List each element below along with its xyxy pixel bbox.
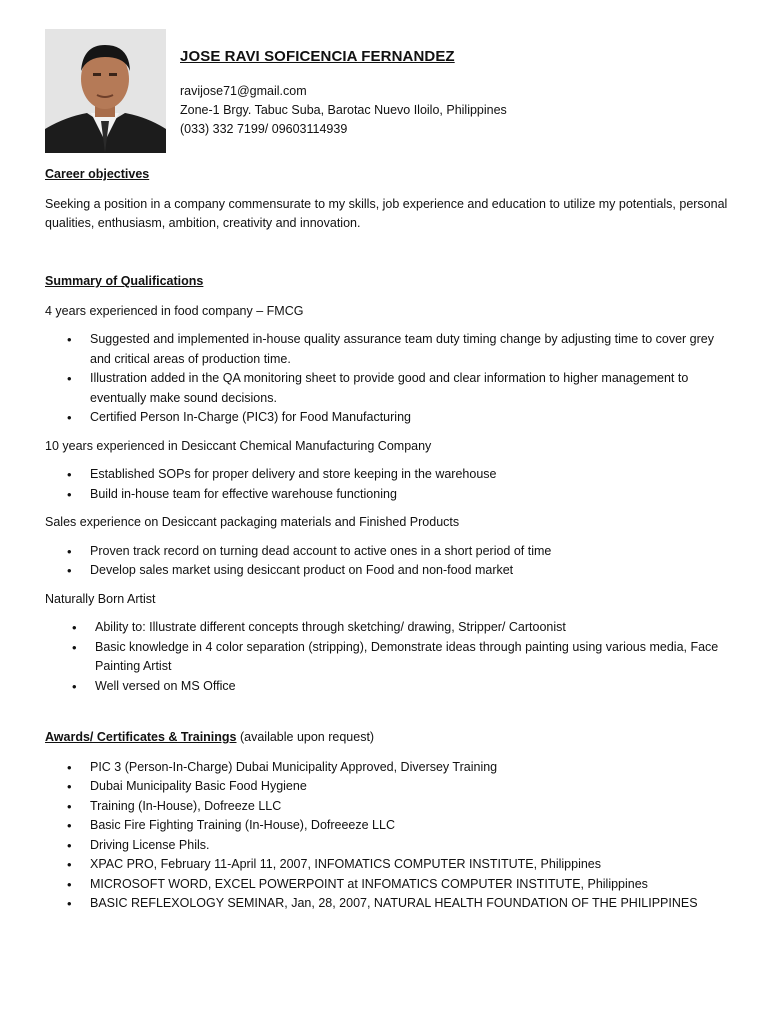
qualifications-heading: Summary of Qualifications [45,274,204,288]
qualifications-section [45,272,735,696]
list-item: • Develop sales market using desiccant product on Food and non-food market [45,561,735,581]
awards-section [45,728,735,914]
awards-list [45,758,735,914]
award-item: • Basic Fire Fighting Training (In-House), Dofreeeze LLC [45,816,735,836]
group-list [45,330,735,428]
group-title: 4 years experienced in food company – FMCG [45,303,304,318]
group-list [45,465,735,504]
career-heading: Career objectives [45,167,150,181]
list-item: • Well versed on MS Office [45,677,735,697]
candidate-name: JOSE RAVI SOFICENCIA FERNANDEZ [180,48,455,65]
group-list [45,618,735,696]
list-item: • Basic knowledge in 4 color separation (stripping), Demonstrate ideas through painting using various media, Face Painting Artist [45,638,735,677]
group-title: 10 years experienced in Desiccant Chemical Manufacturing Company [45,438,432,453]
award-item: • PIC 3 (Person-In-Charge) Dubai Municipality Approved, Diversey Training [45,758,735,778]
award-item: • Training (In-House), Dofreeze LLC [45,797,735,817]
list-item: • Build in-house team for effective warehouse functioning [45,485,735,505]
award-item: • Dubai Municipality Basic Food Hygiene [45,777,735,797]
group-title: Naturally Born Artist [45,591,156,606]
list-item: • Proven track record on turning dead account to active ones in a short period of time [45,542,735,562]
list-item: • Ability to: Illustrate different concepts through sketching/ drawing, Stripper/ Cartoonist [45,618,735,638]
profile-photo [45,29,166,153]
awards-note: (available upon request) [236,730,375,744]
career-section [45,165,735,234]
group-title: Sales experience on Desiccant packaging materials and Finished Products [45,515,460,529]
address: Zone-1 Brgy. Tabuc Suba, Barotac Nuevo Iloilo, Philippines [180,103,507,117]
list-item: • Illustration added in the QA monitoring sheet to provide good and clear information to higher management to eventually make sound decisions. [45,369,735,408]
awards-heading-line [45,728,735,748]
list-item: • Suggested and implemented in-house quality assurance team duty timing change by adjusting time to cover grey and critical areas of production time. [45,330,735,369]
award-item: • BASIC REFLEXOLOGY SEMINAR, Jan, 28, 2007, NATURAL HEALTH FOUNDATION OF THE PHILIPPINES [45,894,735,914]
phone: (033) 332 7199/ 09603114939 [180,122,348,136]
contact-info [180,82,507,139]
award-item: • Driving License Phils. [45,836,735,856]
list-item: • Certified Person In-Charge (PIC3) for Food Manufacturing [45,408,735,428]
group-list [45,542,735,581]
awards-heading: Awards/ Certificates & Trainings [45,730,237,744]
career-text: Seeking a position in a company commensurate to my skills, job experience and education to utilize my potentials, personal qualities, enthusiasm, ambition, creativity and innovation. [45,196,728,230]
award-item: • MICROSOFT WORD, EXCEL POWERPOINT at INFOMATICS COMPUTER INSTITUTE, Philippines [45,875,735,895]
email: ravijose71@gmail.com [180,84,307,98]
list-item: • Established SOPs for proper delivery and store keeping in the warehouse [45,465,735,485]
award-item: • XPAC PRO, February 11-April 11, 2007, INFOMATICS COMPUTER INSTITUTE, Philippines [45,855,735,875]
